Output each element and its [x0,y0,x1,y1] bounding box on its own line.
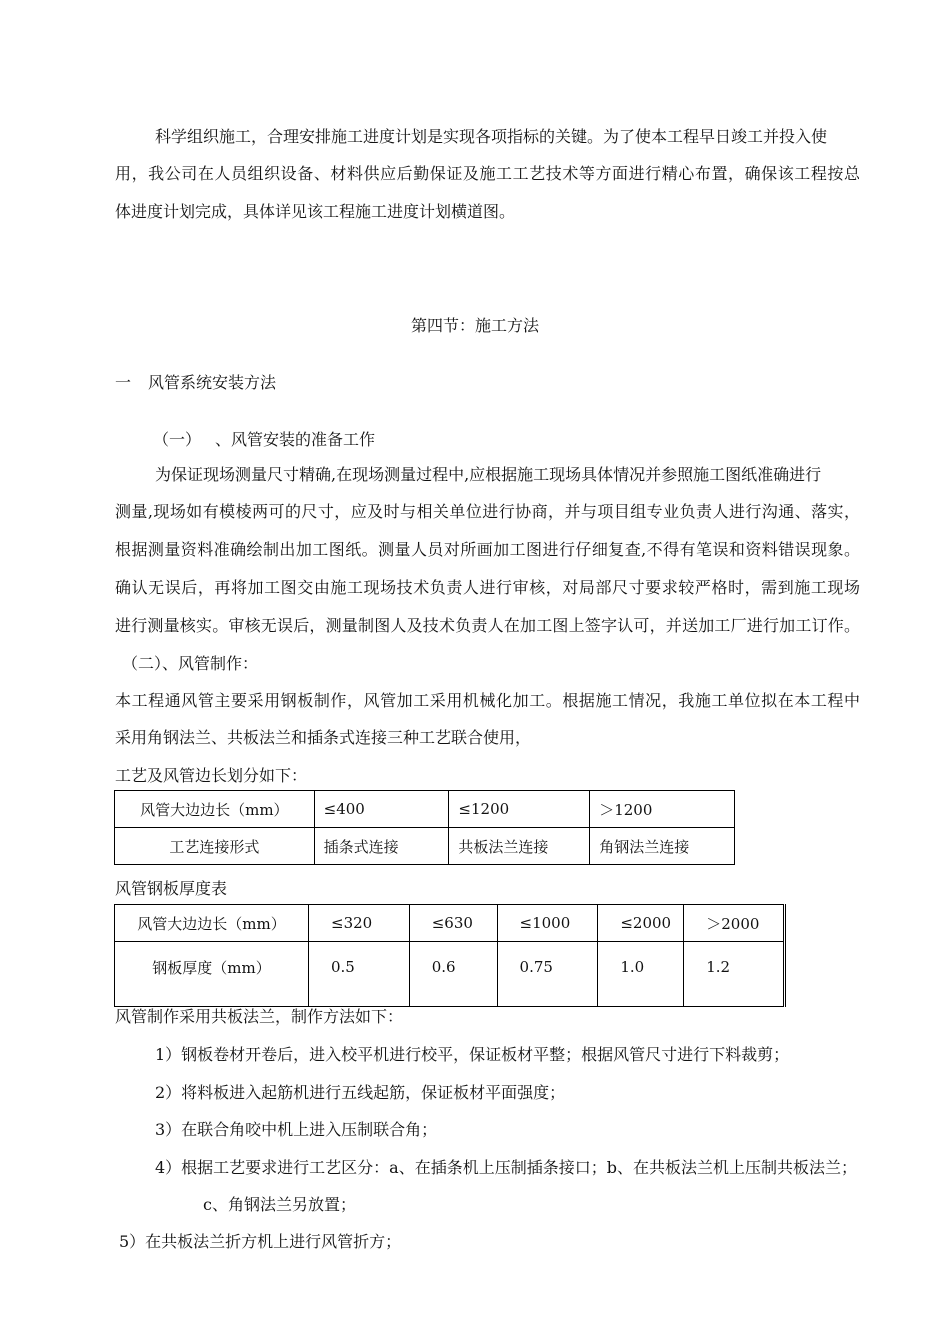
step-2: 2）将料板进入起筋机进行五线起筋，保证板材平面强度； [155,1083,566,1102]
subheading-2: （二）、风管制作： [122,654,259,673]
table-cell: ≤2000 [598,905,684,942]
table-cell: 工艺连接形式 [115,828,315,865]
step-4: 4）根据工艺要求进行工艺区分：a、在插条机上压制插条接口；b、在共板法兰机上压制共板法兰； [155,1158,857,1177]
table-cell: 1.0 [598,942,684,1007]
para1-line-3: 根据测量资料准确绘制出加工图纸。测量人员对所画加工图进行仔细复查,不得有笔误和资料错误现象。 [115,540,860,559]
subheading-number: （一） [153,430,202,449]
step-4-continued: c、角钢法兰另放置； [203,1195,356,1214]
table-cell: 0.75 [497,942,598,1007]
section-title: 第四节：施工方法 [410,316,539,335]
table-cell: ＞2000 [684,905,785,942]
intro-line-3: 体进度计划完成，具体详见该工程施工进度计划横道图。 [115,202,516,221]
table-row [115,905,785,942]
table2-caption: 风管钢板厚度表 [115,879,228,898]
para2-line-1: 本工程通风管主要采用钢板制作，风管加工采用机械化加工。根据施工情况，我施工单位拟在本工程中 [115,691,860,710]
table-cell: 风管大边边长（mm） [115,905,309,942]
para2-line-2: 采用角钢法兰、共板法兰和插条式连接三种工艺联合使用， [115,728,532,747]
table-cell: ＞1200 [590,791,735,828]
heading-number: 一 [115,373,132,392]
intro-line-1: 科学组织施工，合理安排施工进度计划是实现各项指标的关键。为了使本工程早日竣工并投入使 [155,127,828,146]
para1-line-4: 确认无误后，再将加工图交由施工现场技术负责人进行审核，对局部尺寸要求较严格时，需到施工现场 [115,578,860,597]
step-1: 1）钢板卷材开卷后，进入校平机进行校平，保证板材平整；根据风管尺寸进行下料裁剪； [155,1045,790,1064]
table-steel-thickness [114,904,786,1007]
table-cell: 0.6 [409,942,497,1007]
table-cell: 风管大边边长（mm） [115,791,315,828]
step-3: 3）在联合角咬中机上进入压制联合角； [155,1120,438,1139]
method-intro: 风管制作采用共板法兰，制作方法如下： [115,1007,404,1026]
table-cell: ≤630 [409,905,497,942]
table-cell: 插条式连接 [314,828,449,865]
para1-line-2: 测量,现场如有模棱两可的尺寸，应及时与相关单位进行协商，并与项目组专业负责人进行沟通、落实， [115,502,860,521]
table-cell: ≤1200 [449,791,590,828]
table-cell: 角钢法兰连接 [590,828,735,865]
table-row [115,828,735,865]
table1-caption: 工艺及风管边长划分如下： [115,766,308,785]
table-row [115,942,785,1007]
heading-text: 风管系统安装方法 [148,373,277,392]
table-cell: ≤320 [309,905,410,942]
step-5: 5）在共板法兰折方机上进行风管折方； [119,1232,402,1251]
subheading-text: 、风管安装的准备工作 [215,430,376,449]
table-cell: 共板法兰连接 [449,828,590,865]
table-cell: ≤1000 [497,905,598,942]
table-cell: 1.2 [684,942,785,1007]
table-cell: ≤400 [314,791,449,828]
table-row [115,791,735,828]
table-process-by-size [114,790,735,865]
para1-line-1: 为保证现场测量尺寸精确,在现场测量过程中,应根据施工现场具体情况并参照施工图纸准确进行 [155,465,822,484]
para1-line-5: 进行测量核实。审核无误后，测量制图人及技术负责人在加工图上签字认可，并送加工厂进行加工订作。 [115,616,860,635]
table-cell: 0.5 [309,942,410,1007]
intro-line-2: 用，我公司在人员组织设备、材料供应后勤保证及施工工艺技术等方面进行精心布置，确保该工程按总 [115,164,860,183]
table-cell: 钢板厚度（mm） [115,942,309,1007]
